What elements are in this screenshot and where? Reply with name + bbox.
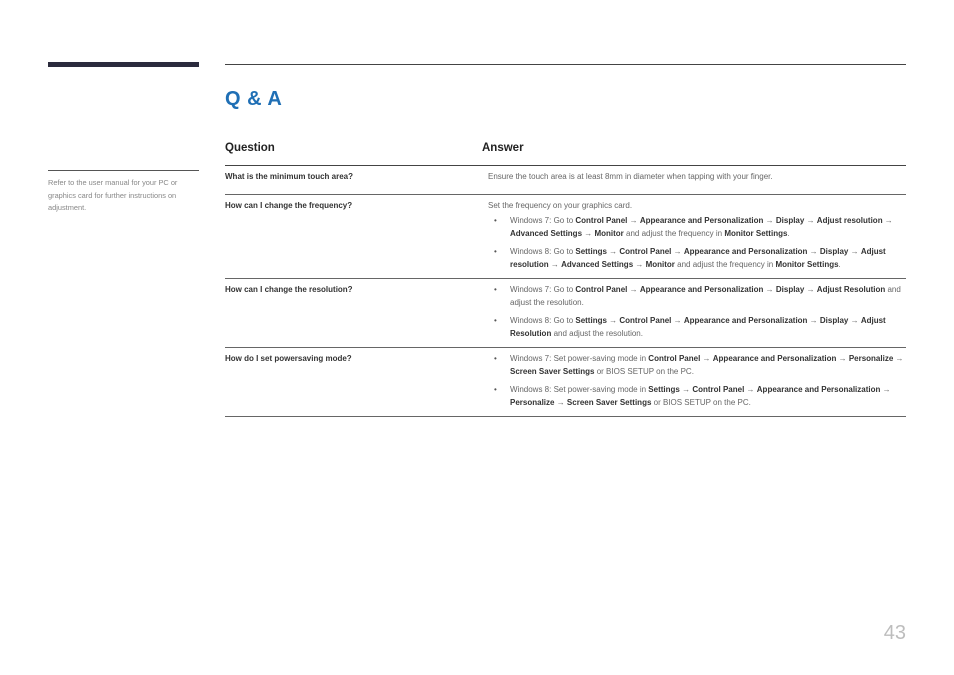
bullet-icon: •	[494, 247, 497, 256]
answer-bullet: • Windows 8: Go to Settings → Control Panel → Appearance and Personalization → Display → Adjust Resolution and adjust the resolution.	[494, 316, 886, 338]
menu-path-term: Personalize	[510, 397, 555, 407]
answer-list	[488, 284, 906, 340]
bullet-icon: •	[494, 216, 497, 225]
answer-cell	[488, 166, 906, 194]
section-marker-bar	[48, 62, 199, 67]
menu-path-term: Settings	[648, 385, 680, 394]
menu-path-term: Personalize	[848, 354, 894, 363]
answer-cell	[488, 195, 906, 279]
answer-list	[488, 215, 906, 271]
answer-bullet: • Windows 7: Set power-saving mode in Control Panel → Appearance and Personalization → Personalize → Screen Saver Settings or BIOS SETUP on the PC.	[494, 354, 904, 376]
menu-path-term: Control Panel	[619, 316, 672, 325]
menu-path-term: Control Panel	[648, 354, 701, 363]
answer-bullet: • Windows 7: Go to Control Panel → Appearance and Personalization → Display → Adjust resolution → Advanced Settings → Monitor and adjust the frequency in Monitor Settings.	[494, 216, 893, 238]
sidebar-divider	[48, 170, 199, 171]
qa-row	[225, 348, 906, 417]
answer-list	[488, 353, 906, 409]
question-text: How can I change the frequency?	[225, 200, 353, 210]
answer-bullet: • Windows 7: Go to Control Panel → Appearance and Personalization → Display → Adjust Resolution and adjust the resolution.	[494, 285, 901, 307]
menu-path-term: Monitor Settings	[724, 228, 788, 238]
menu-path-term: Adjust Resolution	[816, 285, 886, 294]
menu-path-term: Display	[819, 316, 849, 325]
menu-path-term: Control Panel	[575, 216, 628, 225]
bullet-icon: •	[494, 316, 497, 325]
bullet-icon: •	[494, 385, 497, 394]
question-text: How can I change the resolution?	[225, 285, 353, 294]
bullet-icon: •	[494, 285, 497, 294]
qa-table	[225, 140, 906, 417]
menu-path-term: Appearance and Personalization	[756, 385, 881, 394]
menu-path-term: Display	[775, 216, 805, 225]
menu-path-term: Display	[775, 285, 805, 294]
qa-row	[225, 195, 906, 280]
menu-path-term: Monitor Settings	[775, 259, 839, 269]
menu-path-term: Settings	[575, 247, 607, 256]
answer-cell	[488, 348, 906, 416]
menu-path-term: Advanced Settings	[561, 259, 634, 269]
sidebar-note: Refer to the user manual for your PC or graphics card for further instructions on adjustment.	[48, 178, 178, 212]
menu-path-term: Appearance and Personalization	[683, 316, 808, 325]
menu-path-term: Control Panel	[575, 285, 628, 294]
menu-path-term: Appearance and Personalization	[683, 247, 808, 256]
menu-path-term: Display	[819, 247, 849, 256]
header-question: Question	[225, 142, 275, 154]
menu-path-term: Appearance and Personalization	[639, 285, 764, 294]
menu-path-term: Adjust Resolution	[510, 316, 886, 338]
menu-path-term: Appearance and Personalization	[712, 354, 837, 363]
menu-path-term: Adjust resolution	[816, 216, 883, 225]
answer-bullet: • Windows 8: Set power-saving mode in Settings → Control Panel → Appearance and Personalization → Personalize → Screen Saver Settings or BIOS SETUP on the PC.	[494, 385, 891, 407]
qa-row	[225, 279, 906, 348]
bullet-icon: •	[494, 354, 497, 363]
page-title: Q & A	[225, 88, 283, 110]
menu-path-term: Control Panel	[692, 385, 745, 394]
answer-cell	[488, 279, 906, 347]
menu-path-term: Screen Saver Settings	[566, 397, 652, 407]
menu-path-term: Monitor	[645, 259, 675, 269]
answer-intro: Set the frequency on your graphics card.	[488, 200, 633, 210]
qa-table-header	[225, 140, 906, 166]
page-number: 43	[883, 622, 906, 644]
menu-path-term: Appearance and Personalization	[639, 216, 764, 225]
qa-row	[225, 166, 906, 195]
question-text: How do I set powersaving mode?	[225, 354, 352, 363]
answer-bullet: • Windows 8: Go to Settings → Control Panel → Appearance and Personalization → Display → Adjust resolution → Advanced Settings → Monitor and adjust the frequency in Monitor Settings.	[494, 247, 886, 269]
header-answer: Answer	[482, 142, 524, 154]
menu-path-term: Screen Saver Settings	[510, 366, 595, 376]
answer-text: Ensure the touch area is at least 8mm in diameter when tapping with your finger.	[488, 172, 773, 181]
menu-path-term: Monitor	[594, 228, 624, 238]
header-divider	[225, 64, 906, 65]
menu-path-term: Settings	[575, 316, 607, 325]
menu-path-term: Adjust resolution	[510, 247, 886, 269]
menu-path-term: Control Panel	[619, 247, 672, 256]
question-text: What is the minimum touch area?	[225, 172, 354, 181]
menu-path-term: Advanced Settings	[510, 228, 583, 238]
